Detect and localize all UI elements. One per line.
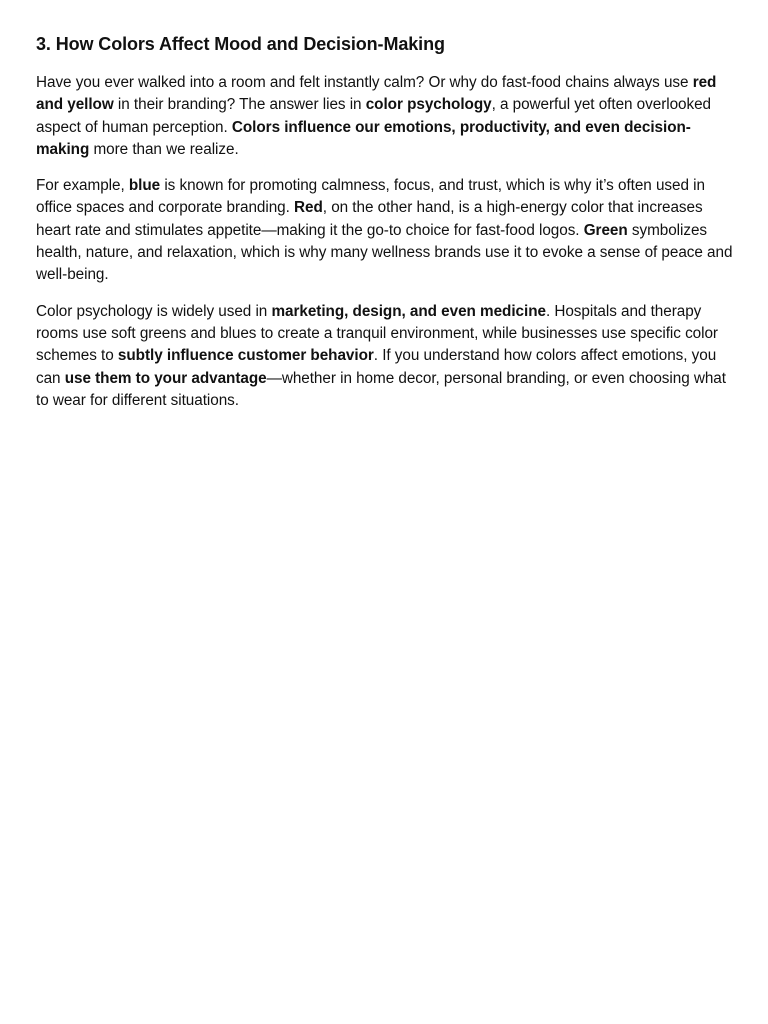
bold-phrase: Red: [294, 199, 323, 217]
text-run: , a powerful yet often overlooked aspect of human perception.: [36, 96, 712, 136]
bold-phrase: marketing, design, and even medicine: [271, 302, 546, 320]
paragraph-intro: [36, 72, 736, 161]
text-run: is known for promoting calmness, focus, and trust, which is why it’s often used in office spaces and corporate branding.: [36, 177, 705, 217]
text-run: —whether in home decor, personal branding, or even choosing what to wear for different situations.: [36, 369, 726, 409]
text-run: Color psychology is widely used in: [36, 302, 272, 320]
text-run: For example,: [36, 177, 129, 195]
bold-phrase: Green: [583, 221, 628, 239]
bold-phrase: blue: [128, 177, 161, 195]
section-heading: 3. How Colors Affect Mood and Decision-Making: [36, 34, 445, 54]
text-run: . Hospitals and therapy rooms use soft greens and blues to create a tranquil environment, while businesses use specific color schemes to: [36, 302, 718, 365]
bold-phrase: use them to your advantage: [64, 369, 267, 387]
bold-phrase: color psychology: [365, 96, 492, 114]
bold-phrase: red and yellow: [36, 74, 717, 114]
text-run: . If you understand how colors affect emotions, you can: [36, 347, 717, 387]
text-run: in their branding? The answer lies in: [113, 96, 366, 114]
bold-phrase: subtly influence customer behavior: [117, 347, 374, 365]
article: [36, 30, 736, 426]
text-run: more than we realize.: [89, 140, 239, 158]
bold-phrase: Colors influence our emotions, productivity, and even decision-making: [36, 118, 691, 158]
text-run: , on the other hand, is a high-energy color that increases heart rate and stimulates appetite—making it the go-to choice for fast-food logos.: [36, 199, 703, 239]
paragraph-applications: [36, 301, 736, 412]
text-run: symbolizes health, nature, and relaxation, which is why many wellness brands use it to evoke a sense of peace and well-being.: [36, 221, 733, 284]
text-run: Have you ever walked into a room and felt instantly calm? Or why do fast-food chains always use: [36, 74, 693, 91]
paragraph-examples: [36, 175, 736, 286]
